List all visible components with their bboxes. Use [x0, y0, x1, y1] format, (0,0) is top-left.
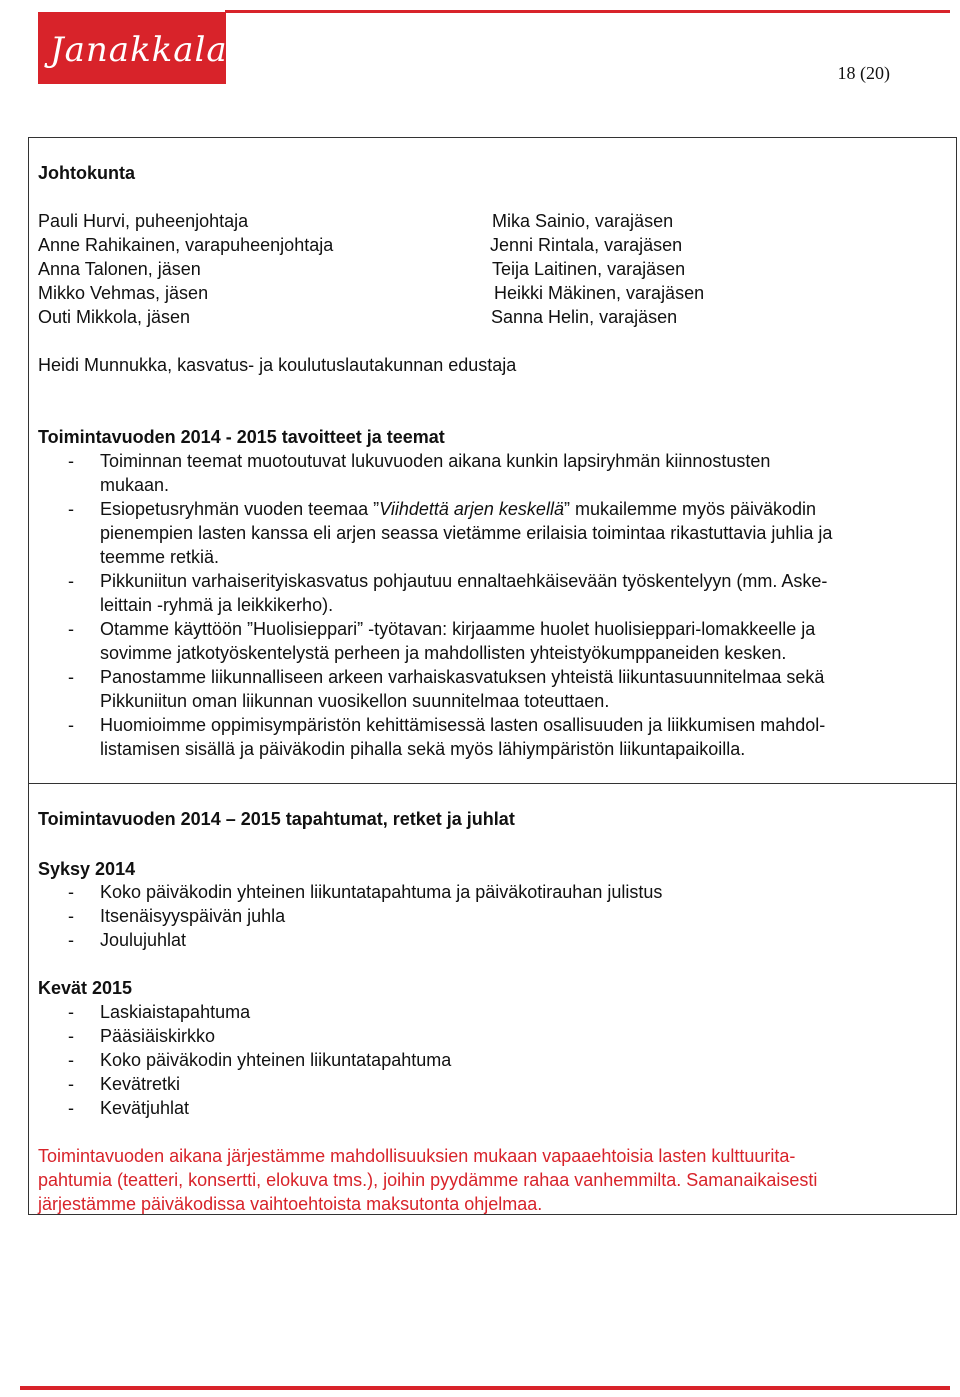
event-item: Kevätretki [100, 1074, 181, 1094]
list-dash: - [68, 930, 74, 950]
board-member: Outi Mikkola, jäsen [38, 307, 191, 327]
events-heading: Toimintavuoden 2014 – 2015 tapahtumat, retket ja juhlat [38, 809, 515, 829]
goal-item-line: sovimme jatkotyöskentelystä perheen ja mahdollisten yhteistyökumppaneiden kesken. [100, 643, 787, 663]
goals-heading: Toimintavuoden 2014 - 2015 tavoitteet ja teemat [38, 427, 445, 447]
list-dash: - [68, 619, 74, 639]
theme-name: Viihdettä arjen keskellä [379, 499, 564, 519]
list-dash: - [68, 499, 74, 519]
list-dash: - [68, 715, 74, 735]
event-item: Itsenäisyyspäivän juhla [100, 906, 286, 926]
event-item: Joulujuhlat [100, 930, 187, 950]
board-heading: Johtokunta [38, 163, 135, 183]
list-dash: - [68, 1026, 74, 1046]
culture-note-line: pahtumia (teatteri, konsertti, elokuva tms.), joihin pyydämme rahaa vanhemmilta. Samanaikaisesti [38, 1170, 818, 1190]
culture-note-line: järjestämme päiväkodissa vaihtoehtoista maksutonta ohjelmaa. [38, 1194, 543, 1214]
board-member: Anna Talonen, jäsen [38, 259, 201, 279]
janakkala-logo [38, 12, 226, 84]
event-item: Koko päiväkodin yhteinen liikuntatapahtuma ja päiväkotirauhan julistus [100, 882, 663, 902]
spring-heading: Kevät 2015 [38, 978, 133, 998]
event-item: Pääsiäiskirkko [100, 1026, 216, 1046]
event-item: Kevätjuhlat [100, 1098, 190, 1118]
deputy-member: Sanna Helin, varajäsen [491, 307, 678, 327]
list-dash: - [68, 1074, 74, 1094]
goal-item-line: Otamme käyttöön ”Huolisieppari” -työtavan: kirjaamme huolet huolisieppari-lomakkeelle ja [100, 619, 816, 639]
board-representative: Heidi Munnukka, kasvatus- ja koulutuslautakunnan edustaja [38, 355, 517, 375]
list-dash: - [68, 1002, 74, 1022]
goal-text: ” mukailemme myös päiväkodin [563, 499, 817, 519]
event-item: Koko päiväkodin yhteinen liikuntatapahtuma [100, 1050, 452, 1070]
deputy-member: Mika Sainio, varajäsen [492, 211, 674, 231]
list-dash: - [68, 571, 74, 591]
goal-item-line: Toiminnan teemat muotoutuvat lukuvuoden aikana kunkin lapsiryhmän kiinnostusten [100, 451, 771, 471]
goal-item-line: leittain -ryhmä ja leikkikerho). [100, 595, 334, 615]
deputy-member: Jenni Rintala, varajäsen [490, 235, 683, 255]
page-number: 18 (20) [837, 63, 890, 83]
logo-text: Janakkala [50, 30, 228, 70]
list-dash: - [68, 667, 74, 687]
goal-item-line: Pikkuniitun oman liikunnan vuosikellon suunnitelmaa toteuttaen. [100, 691, 610, 711]
autumn-heading: Syksy 2014 [38, 859, 136, 879]
board-member: Pauli Hurvi, puheenjohtaja [38, 211, 249, 231]
event-item: Laskiaistapahtuma [100, 1002, 251, 1022]
header-rule [225, 10, 950, 13]
board-member: Anne Rahikainen, varapuheenjohtaja [38, 235, 334, 255]
list-dash: - [68, 1050, 74, 1070]
list-dash: - [68, 1098, 74, 1118]
goal-item-line: listamisen sisällä ja päiväkodin pihalla sekä myös lähiympäristön liikuntapaikoilla. [100, 739, 746, 759]
goal-item-line: teemme retkiä. [100, 547, 220, 567]
goal-item-line: Pikkuniitun varhaiserityiskasvatus pohjautuu ennaltaehkäisevään työskentelyyn (mm. Aske- [100, 571, 828, 591]
goal-text: Esiopetusryhmän vuoden teemaa ” [100, 499, 380, 519]
deputy-member: Heikki Mäkinen, varajäsen [494, 283, 705, 303]
culture-note-line: Toimintavuoden aikana järjestämme mahdollisuuksien mukaan vapaaehtoisia lasten kulttuurita- [38, 1146, 796, 1166]
goal-item-line: mukaan. [100, 475, 170, 495]
list-dash: - [68, 882, 74, 902]
deputy-member: Teija Laitinen, varajäsen [492, 259, 686, 279]
footer-rule [20, 1386, 950, 1390]
goal-item-line: pienempien lasten kanssa eli arjen seassa vietämme erilaisia toimintaa rikastuttavia juhlia ja [100, 523, 833, 543]
list-dash: - [68, 906, 74, 926]
goal-item-line [100, 497, 816, 521]
goal-item-line: Huomioimme oppimisympäristön kehittämisessä lasten osallisuuden ja liikkumisen mahdol- [100, 715, 826, 735]
list-dash: - [68, 451, 74, 471]
board-member: Mikko Vehmas, jäsen [38, 283, 209, 303]
goal-item-line: Panostamme liikunnalliseen arkeen varhaiskasvatuksen yhteistä liikuntasuunnitelmaa sekä [100, 667, 825, 687]
